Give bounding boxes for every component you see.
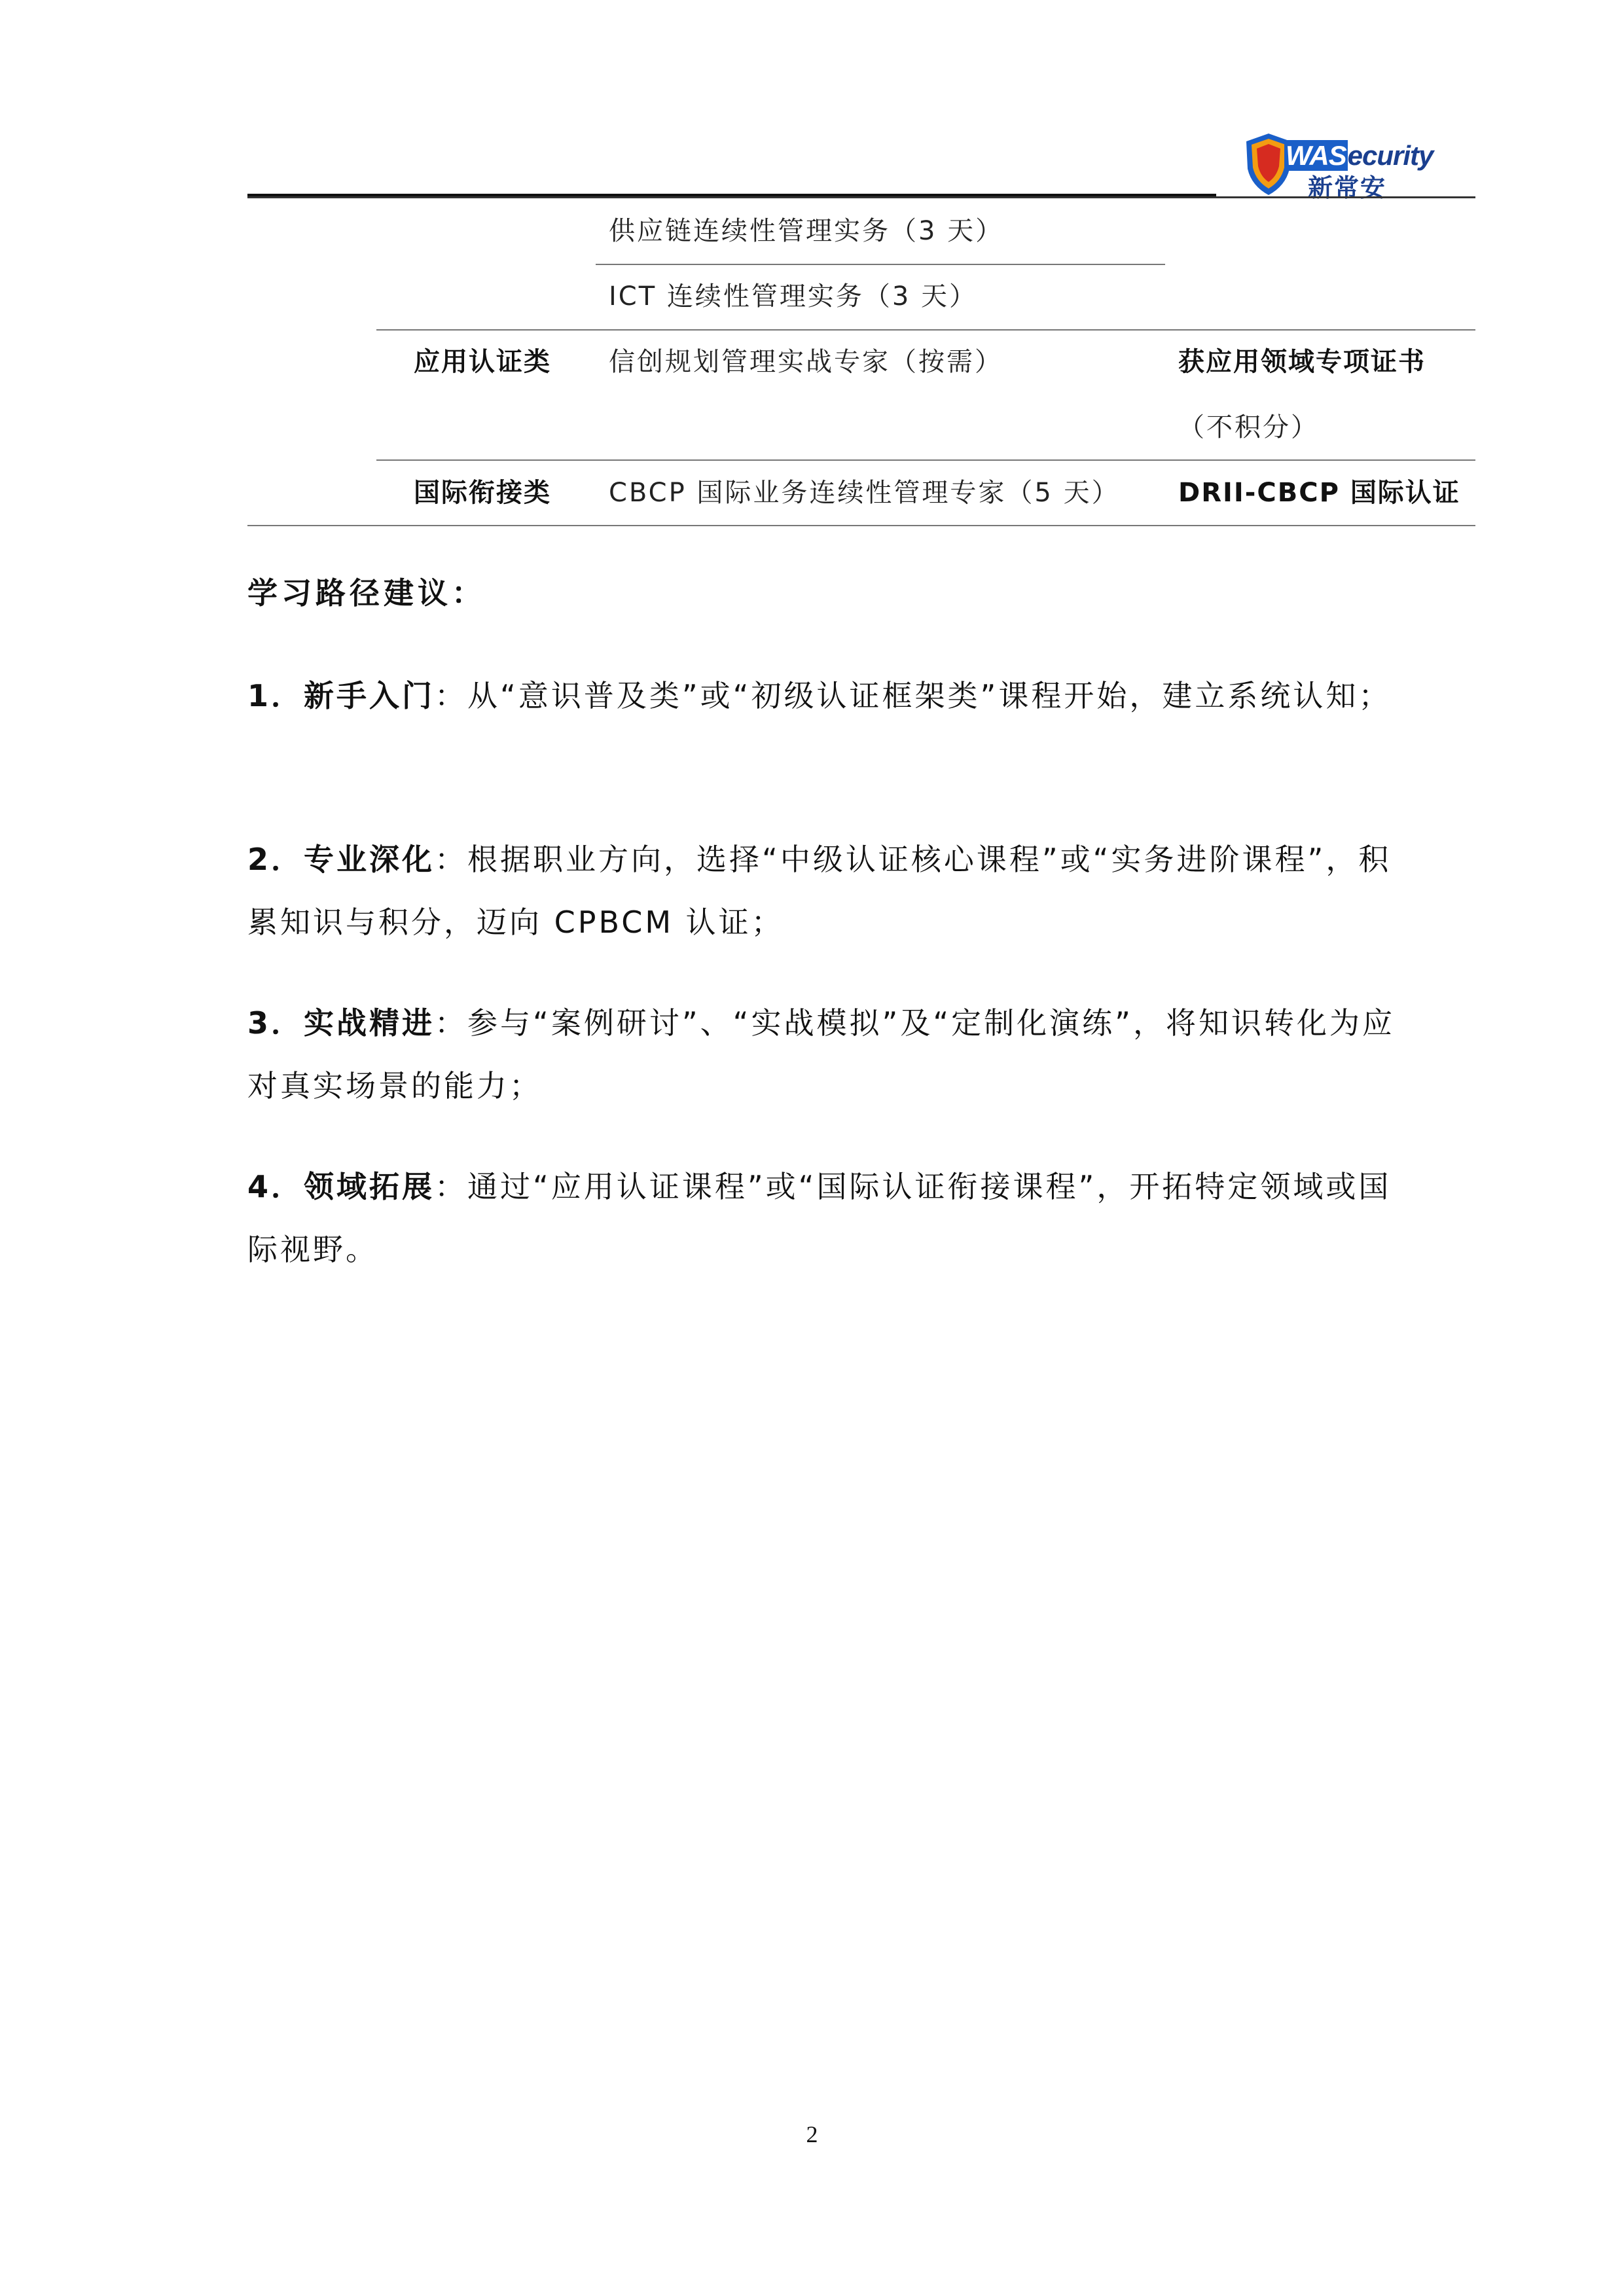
learning-path-item xyxy=(247,828,1406,954)
item-body: ：从“意识普及类”或“初级认证框架类”课程开始，建立系统认知； xyxy=(435,678,1392,713)
table-cell-result: DRII-CBCP 国际认证 xyxy=(1178,478,1460,508)
header-rule-thick xyxy=(247,194,1216,196)
table-row-divider xyxy=(596,264,1165,265)
learning-path-item xyxy=(247,1155,1406,1281)
table-row-divider xyxy=(376,329,1475,331)
logo-wordmark: WASecurity xyxy=(1286,140,1434,171)
logo-suffix: ecurity xyxy=(1347,140,1434,171)
table-cell-course: ICT 连续性管理实务（3 天） xyxy=(609,281,978,312)
item-heading: 1．新手入门 xyxy=(247,678,435,713)
table-cell-course: CBCP 国际业务连续性管理专家（5 天） xyxy=(609,478,1120,508)
table-cell-category: 应用认证类 xyxy=(414,347,551,377)
table-cell-result: 获应用领域专项证书 xyxy=(1178,347,1426,377)
page-number: 2 xyxy=(806,2121,818,2147)
table-bottom-border xyxy=(247,525,1475,526)
item-body: ：根据职业方向，选择“中级认证核心课程”或“实务进阶课程”，积累知识与积分，迈向 CPBCM 认证； xyxy=(247,842,1392,940)
table-row-divider xyxy=(376,459,1475,461)
header-rule xyxy=(247,196,1475,198)
table-cell-result-note: （不积分） xyxy=(1178,412,1319,442)
item-heading: 3．实战精进 xyxy=(247,1005,435,1041)
item-body: ：通过“应用认证课程”或“国际认证衔接课程”，开拓特定领域或国际视野。 xyxy=(247,1169,1392,1267)
item-body: ：参与“案例研讨”、“实战模拟”及“定制化演练”，将知识转化为应对真实场景的能力； xyxy=(247,1005,1396,1103)
wasecurity-logo xyxy=(1242,131,1434,202)
item-heading: 4．领域拓展 xyxy=(247,1169,435,1204)
learning-path-item xyxy=(247,992,1406,1117)
logo-chinese-name: 新常安 xyxy=(1308,173,1387,202)
table-cell-course: 供应链连续性管理实务（3 天） xyxy=(609,216,1004,246)
table-cell-course: 信创规划管理实战专家（按需） xyxy=(609,347,1003,377)
learning-path-title: 学习路径建议： xyxy=(247,575,486,611)
item-heading: 2．专业深化 xyxy=(247,842,435,877)
table-cell-category: 国际衔接类 xyxy=(414,478,551,508)
learning-path-item xyxy=(247,664,1406,727)
